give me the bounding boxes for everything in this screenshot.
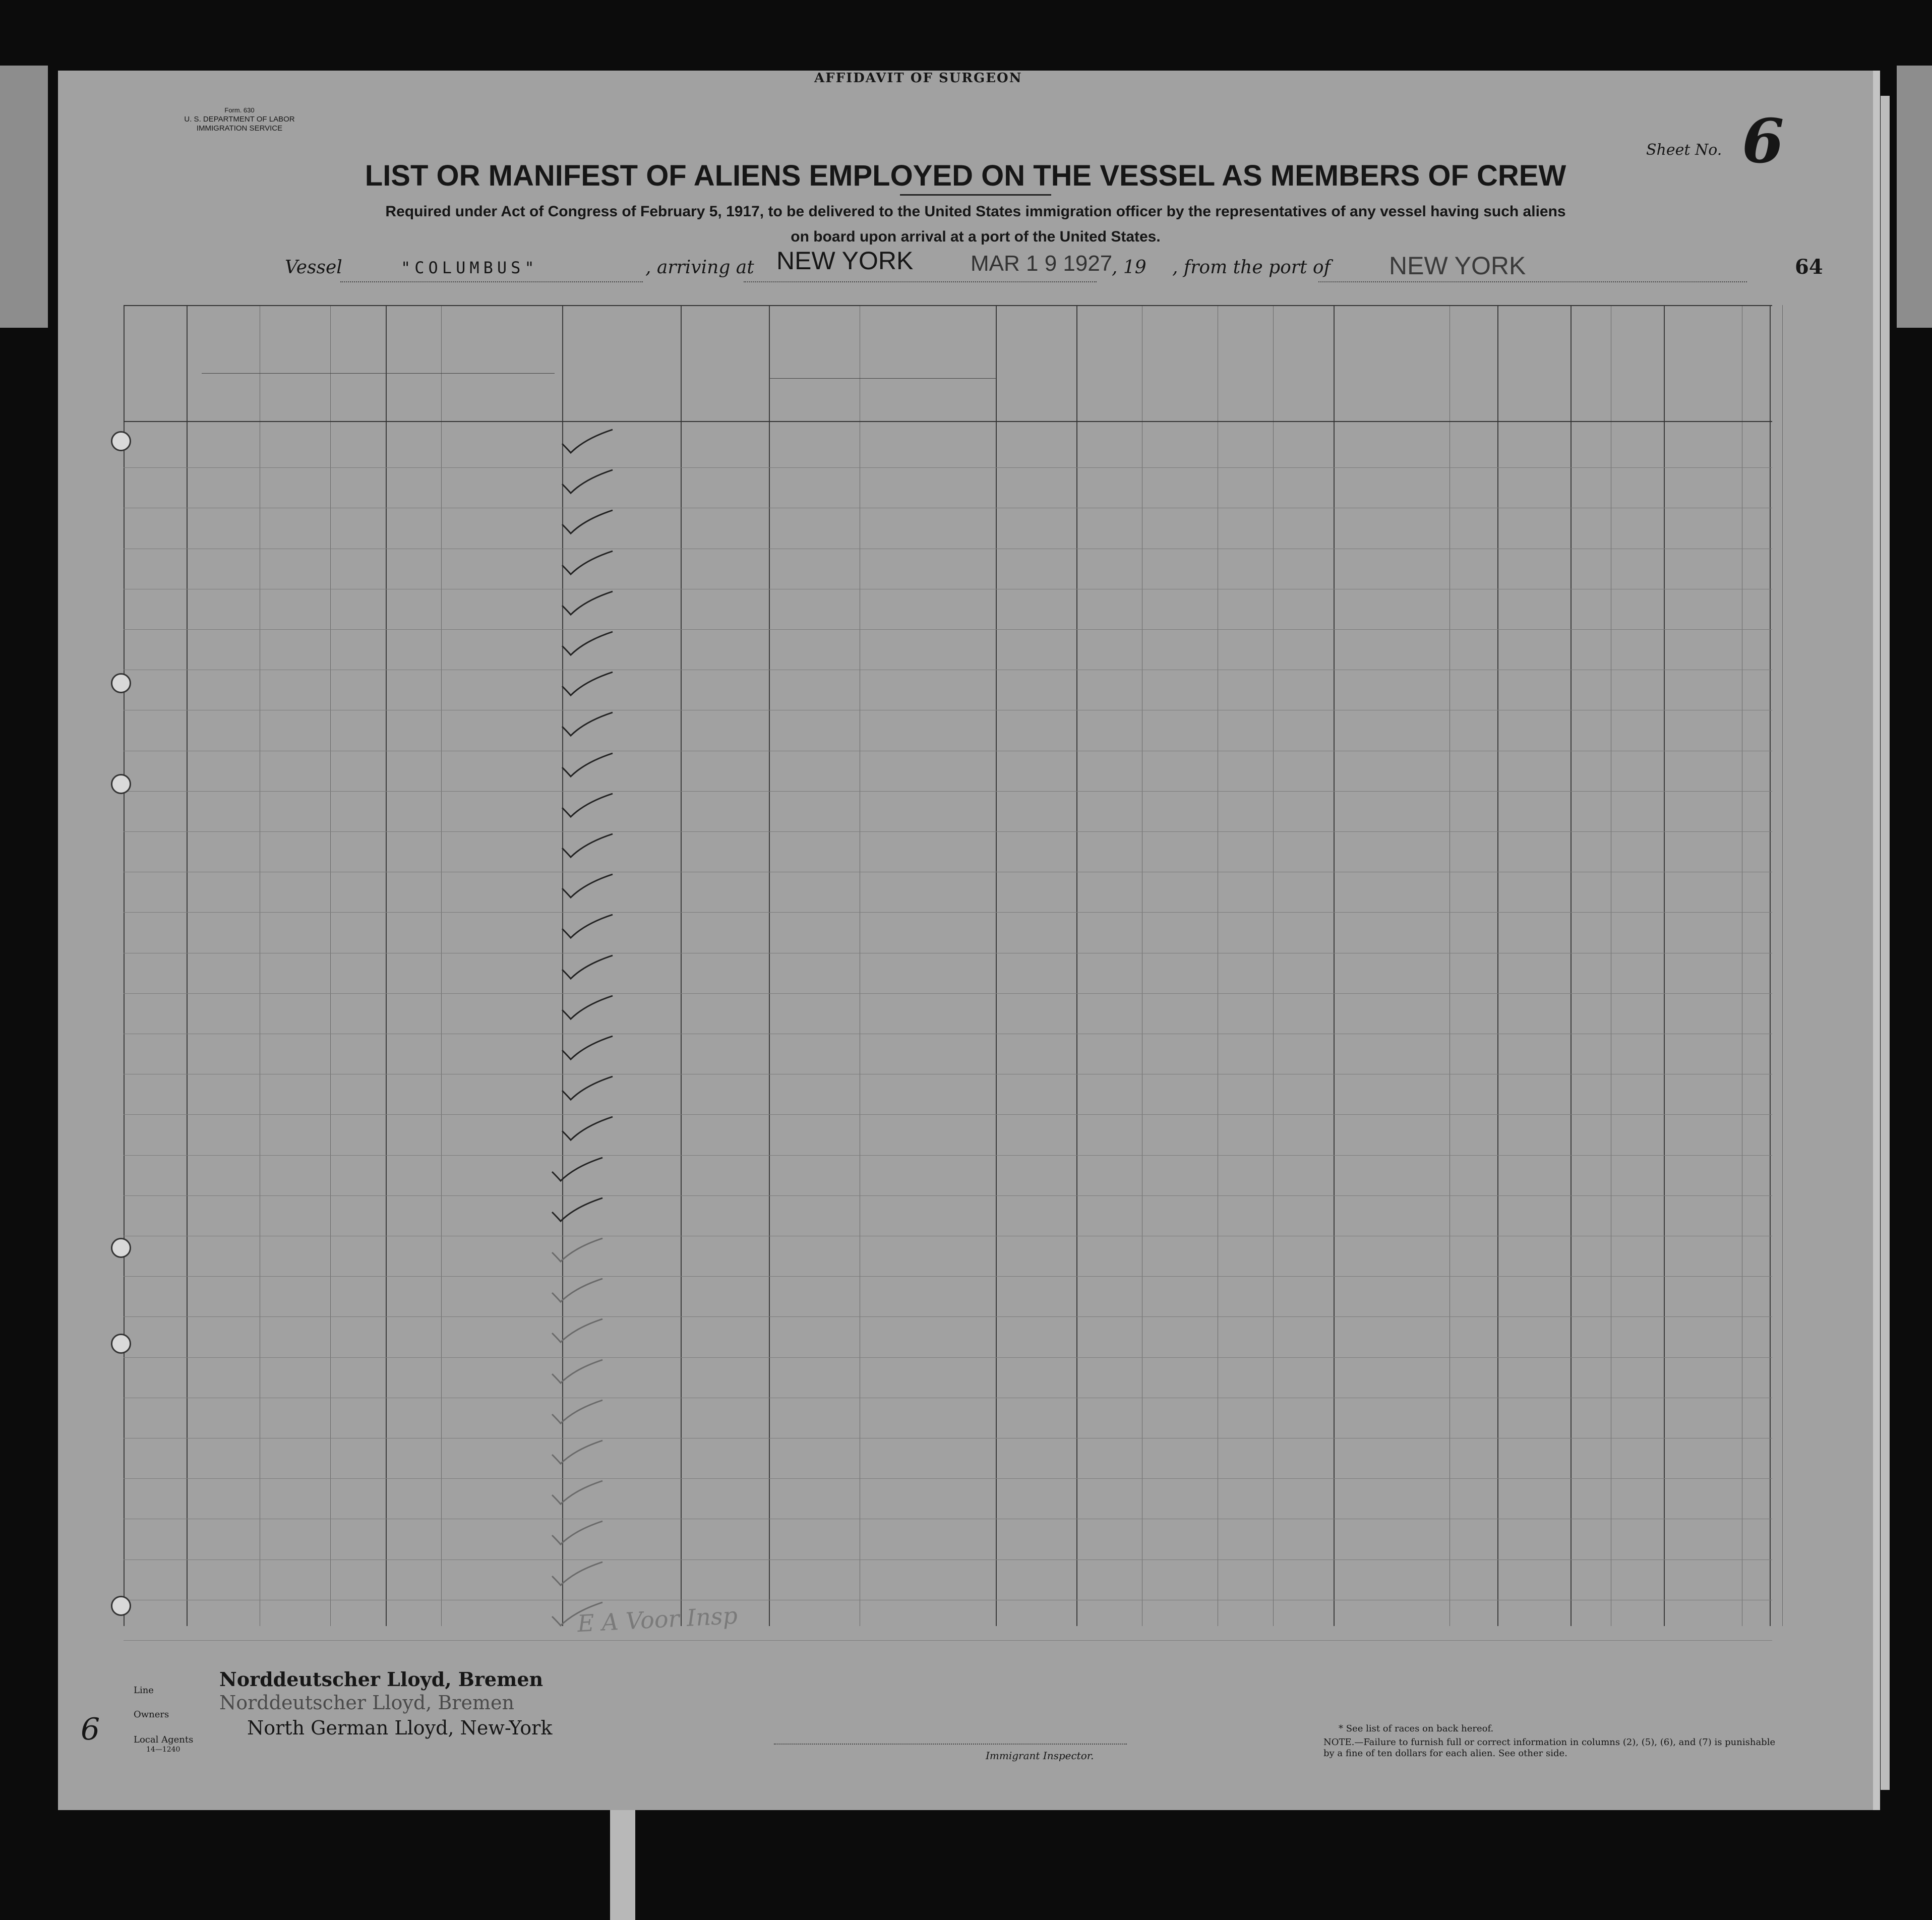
form-code: 14—1240: [146, 1746, 180, 1754]
check-mark-icon: [560, 833, 615, 861]
column-divider: [1770, 305, 1771, 1626]
check-mark-icon: [560, 1035, 615, 1063]
line-label: Line: [134, 1685, 154, 1696]
check-mark-icon: [560, 469, 615, 497]
check-mark-icon: [560, 914, 615, 941]
column-divider: [769, 305, 770, 1626]
header-bottom-rule: [124, 421, 1772, 422]
inspector-label: Immigrant Inspector.: [986, 1750, 1094, 1762]
column-divider: [1497, 305, 1498, 1626]
arriving-label: , arriving at: [645, 257, 754, 278]
check-mark-icon: [550, 1278, 605, 1305]
check-mark-icon: [560, 590, 615, 618]
agents-label: Local Agents: [134, 1734, 194, 1745]
column-divider: [124, 305, 125, 1626]
vessel-label: Vessel: [285, 257, 342, 278]
page-title: LIST OR MANIFEST OF ALIENS EMPLOYED ON THE VESSEL AS MEMBERS OF CREW: [365, 159, 1566, 192]
row-rule: [124, 1316, 1772, 1317]
row-rule: [124, 1276, 1772, 1277]
name-subheader-rule: [202, 373, 555, 374]
check-mark-icon: [550, 1157, 605, 1184]
adjacent-page-scrap-right: [1897, 66, 1932, 328]
row-rule: [124, 912, 1772, 913]
check-mark-icon: [560, 1075, 615, 1103]
binding-tab: [610, 1805, 635, 1920]
check-mark-icon: [560, 954, 615, 982]
check-mark-icon: [560, 752, 615, 780]
sheet-label: Sheet No.: [1646, 141, 1722, 159]
check-mark-icon: [550, 1480, 605, 1508]
check-mark-icon: [560, 429, 615, 456]
row-rule: [124, 831, 1772, 832]
from-port: NEW YORK: [1389, 252, 1526, 280]
inspector-signature-line: [774, 1744, 1127, 1745]
check-mark-icon: [560, 711, 615, 739]
row-rule: [124, 1357, 1772, 1358]
punch-hole: [111, 774, 131, 794]
subtitle-line-2: on board upon arrival at a port of the United States.: [791, 228, 1161, 245]
column-divider: [1664, 305, 1665, 1626]
department-name: U. S. DEPARTMENT OF LABOR: [184, 115, 295, 124]
check-mark-icon: [550, 1561, 605, 1589]
punch-hole: [111, 431, 131, 451]
row-rule: [124, 1114, 1772, 1115]
check-mark-icon: [560, 509, 615, 537]
row-rule: [124, 791, 1772, 792]
row-rule: [124, 467, 1772, 468]
from-port-label: , from the port of: [1172, 257, 1331, 278]
manifest-page: [58, 71, 1880, 1810]
check-mark-icon: [550, 1197, 605, 1225]
subtitle-line-1: Required under Act of Congress of February 5, 1917, to be delivered to the United States immigration officer by the representatives of any vessel having such aliens: [385, 203, 1566, 220]
row-rule: [124, 1640, 1772, 1641]
row-rule: [124, 629, 1772, 630]
punch-hole: [111, 1596, 131, 1616]
adjacent-page-scrap-left: [0, 66, 48, 328]
punch-hole: [111, 1238, 131, 1258]
check-mark-icon: [550, 1359, 605, 1387]
check-mark-icon: [560, 1116, 615, 1144]
owners-label: Owners: [134, 1709, 169, 1720]
column-divider: [1334, 305, 1335, 1626]
page-stack-edge: [1881, 96, 1890, 1790]
check-mark-icon: [560, 631, 615, 658]
check-mark-icon: [560, 671, 615, 699]
form-number: Form. 630: [224, 106, 255, 114]
column-divider: [441, 305, 442, 1626]
agents-value: North German Lloyd, New-York: [247, 1717, 553, 1739]
row-rule: [124, 1195, 1772, 1196]
punch-hole: [111, 673, 131, 693]
check-mark-icon: [550, 1399, 605, 1427]
races-note: * See list of races on back hereof.: [1339, 1723, 1494, 1734]
sheet-number: 6: [1742, 106, 1784, 177]
check-mark-icon: [550, 1439, 605, 1467]
check-mark-icon: [560, 793, 615, 820]
affidavit-heading: AFFIDAVIT OF SURGEON: [814, 71, 1022, 86]
check-mark-icon: [560, 873, 615, 901]
column-divider: [996, 305, 997, 1626]
row-rule: [124, 993, 1772, 994]
margin-mark: 6: [81, 1712, 100, 1747]
check-mark-icon: [550, 1318, 605, 1346]
header-top-rule: [124, 305, 1772, 306]
column-divider: [1273, 305, 1274, 1626]
penalty-note: NOTE.—Failure to furnish full or correct information in columns (2), (5), (6), and (7) is punishable by a fine of ten dollars for each alien. See other side.: [1323, 1737, 1776, 1759]
column-divider: [1782, 305, 1783, 1626]
column-divider: [187, 305, 188, 1626]
check-mark-icon: [560, 550, 615, 578]
inspector-signature: E A Voor Insp: [576, 1601, 739, 1638]
row-rule: [124, 1559, 1772, 1560]
column-divider: [330, 305, 331, 1626]
year-label: , 19: [1112, 257, 1146, 278]
vessel-name: "COLUMBUS": [401, 258, 538, 277]
row-rule: [124, 1155, 1772, 1156]
column-divider: [1076, 305, 1077, 1626]
check-mark-icon: [560, 995, 615, 1023]
line-value: Norddeutscher Lloyd, Bremen: [219, 1668, 544, 1691]
manifest-table: [58, 71, 1873, 1810]
column-divider: [681, 305, 682, 1626]
column-divider: [1571, 305, 1572, 1626]
column-divider: [386, 305, 387, 1626]
arriving-port: NEW YORK: [776, 247, 914, 275]
check-mark-icon: [550, 1520, 605, 1548]
row-rule: [124, 1478, 1772, 1479]
page-number: 64: [1795, 255, 1823, 279]
service-name: IMMIGRATION SERVICE: [196, 124, 283, 133]
shipped-subheader-rule: [769, 378, 996, 379]
check-mark-icon: [550, 1237, 605, 1265]
owners-value: Norddeutscher Lloyd, Bremen: [219, 1692, 514, 1714]
punch-hole: [111, 1334, 131, 1354]
date-stamp: MAR 1 9 1927: [971, 251, 1113, 276]
